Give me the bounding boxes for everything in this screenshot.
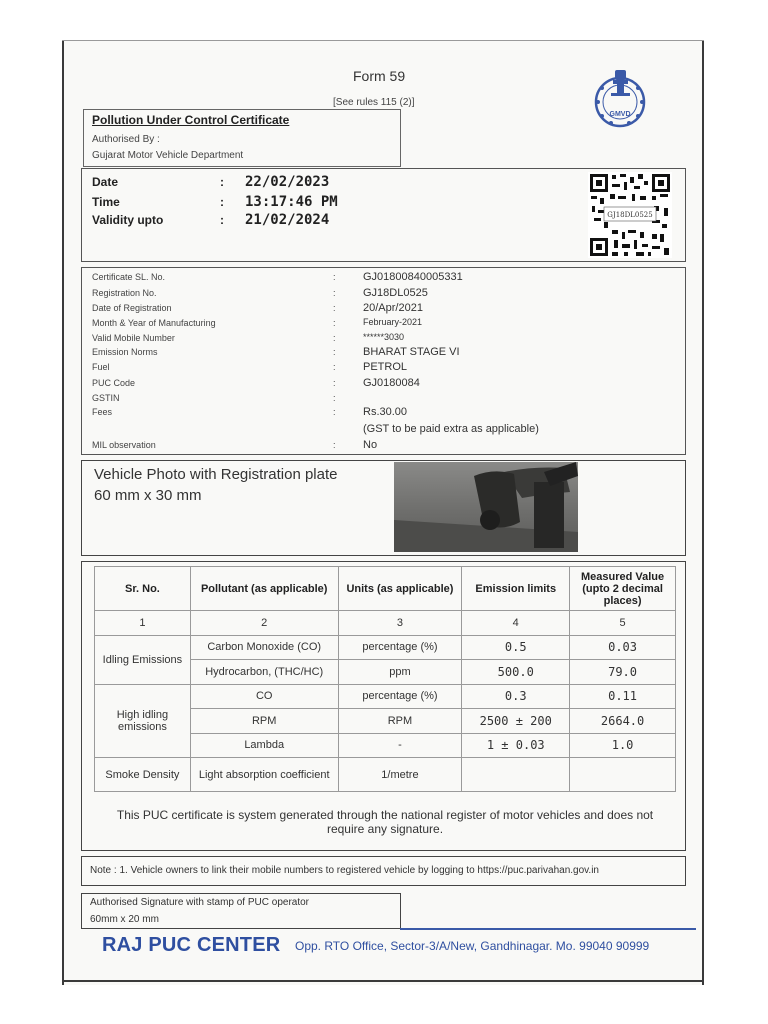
validity-value: 21/02/2024 xyxy=(245,212,330,228)
mobile-link-note: Note : 1. Vehicle owners to link their mobile numbers to registered vehicle by logging to https://puc.parivahan.gov.in xyxy=(90,865,599,876)
pollutant-name: Lambda xyxy=(190,733,338,758)
column-number: 3 xyxy=(338,611,462,636)
qr-code-icon xyxy=(588,172,672,258)
detail-colon: : xyxy=(333,288,336,298)
qr-label: GJ18DL0525 xyxy=(607,211,653,219)
vehicle-photo-image xyxy=(394,462,578,552)
detail-label: Emission Norms xyxy=(92,347,158,357)
detail-colon: : xyxy=(333,362,336,372)
signature-size: 60mm x 20 mm xyxy=(90,914,159,925)
detail-label: MIL observation xyxy=(92,440,156,450)
detail-value: 20/Apr/2021 xyxy=(363,302,423,314)
detail-value: PETROL xyxy=(363,361,408,373)
measured-value: 79.0 xyxy=(570,660,676,685)
validity-colon: : xyxy=(220,195,224,209)
detail-value: GJ01800840005331 xyxy=(363,271,463,283)
puc-center-address: Opp. RTO Office, Sector-3/A/New, Gandhinagar. Mo. 99040 90999 xyxy=(295,939,650,953)
pollutant-unit: ppm xyxy=(338,660,462,685)
detail-value: ******3030 xyxy=(363,332,405,342)
detail-label: Registration No. xyxy=(92,288,157,298)
emission-table xyxy=(94,566,676,792)
emission-limit: 1 ± 0.03 xyxy=(462,733,570,758)
detail-colon: : xyxy=(333,407,336,417)
detail-colon: : xyxy=(333,347,336,357)
emission-limit: 500.0 xyxy=(462,660,570,685)
detail-value: GJ18DL0525 xyxy=(363,287,428,299)
detail-label: Month & Year of Manufacturing xyxy=(92,318,216,328)
table-row xyxy=(95,758,676,792)
form-title: Form 59 xyxy=(353,68,406,84)
signature-label: Authorised Signature with stamp of PUC operator xyxy=(90,897,309,908)
detail-label: PUC Code xyxy=(92,378,136,388)
detail-colon: : xyxy=(333,318,336,328)
form-rules: [See rules 115 (2)] xyxy=(333,97,415,108)
pollutant-name: Carbon Monoxide (CO) xyxy=(190,635,338,660)
header-measured-value: Measured Value (upto 2 decimal places) xyxy=(570,567,676,611)
header-units: Units (as applicable) xyxy=(338,567,462,611)
detail-label: Fuel xyxy=(92,362,110,372)
header-sr-no: Sr. No. xyxy=(95,567,191,611)
detail-colon: : xyxy=(333,303,336,313)
detail-colon: : xyxy=(333,272,336,282)
pollutant-name: RPM xyxy=(190,709,338,734)
paper-top-edge xyxy=(62,40,704,41)
authority-department: Gujarat Motor Vehicle Department xyxy=(92,150,244,161)
detail-value: February-2021 xyxy=(363,317,423,327)
validity-label: Time xyxy=(92,195,120,209)
measured-value: 0.03 xyxy=(570,635,676,660)
emission-limit xyxy=(462,758,570,792)
pollutant-name: Light absorption coefficient xyxy=(190,758,338,792)
detail-label: Date of Registration xyxy=(92,303,172,313)
detail-label: Valid Mobile Number xyxy=(92,333,175,343)
pollutant-unit: - xyxy=(338,733,462,758)
detail-value: BHARAT STAGE VI xyxy=(363,346,460,358)
header-emission-limits: Emission limits xyxy=(462,567,570,611)
system-generated-disclaimer: This PUC certificate is system generated through the national register of motor vehicles and does not require any signature. xyxy=(116,808,654,836)
paper-bottom-edge xyxy=(62,980,704,982)
validity-value: 13:17:46 PM xyxy=(245,194,338,210)
detail-colon: : xyxy=(333,378,336,388)
detail-colon: : xyxy=(333,393,336,403)
gmvd-emblem-icon xyxy=(593,66,648,130)
column-number: 1 xyxy=(95,611,191,636)
detail-value: (GST to be paid extra as applicable) xyxy=(363,423,539,435)
detail-label: Certificate SL. No. xyxy=(92,272,166,282)
measured-value: 1.0 xyxy=(570,733,676,758)
detail-value: No xyxy=(363,439,378,451)
pollutant-unit: 1/metre xyxy=(338,758,462,792)
vehicle-photo-label xyxy=(94,464,337,506)
validity-colon: : xyxy=(220,213,224,227)
vehicle-photo-size: 60 mm x 30 mm xyxy=(94,487,202,504)
emission-limit: 2500 ± 200 xyxy=(462,709,570,734)
vehicle-photo-title: Vehicle Photo with Registration plate xyxy=(94,466,338,483)
validity-value: 22/02/2023 xyxy=(245,174,330,190)
column-number-row xyxy=(95,611,676,636)
emission-table-body xyxy=(95,611,676,792)
pollutant-unit: RPM xyxy=(338,709,462,734)
pollutant-unit: percentage (%) xyxy=(338,684,462,709)
pollutant-unit: percentage (%) xyxy=(338,635,462,660)
authorised-by-label: Authorised By : xyxy=(92,134,160,145)
puc-center-name: RAJ PUC CENTER xyxy=(102,934,281,956)
detail-label: Fees xyxy=(92,407,113,417)
detail-colon: : xyxy=(333,440,336,450)
pollutant-name: Hydrocarbon, (THC/HC) xyxy=(190,660,338,685)
validity-colon: : xyxy=(220,175,224,189)
stamp-underline xyxy=(400,928,696,930)
measured-value: 0.11 xyxy=(570,684,676,709)
column-number: 4 xyxy=(462,611,570,636)
emission-table-header xyxy=(95,567,676,611)
pollutant-name: CO xyxy=(190,684,338,709)
measured-value xyxy=(570,758,676,792)
detail-value: Rs.30.00 xyxy=(363,406,408,418)
certificate-title: Pollution Under Control Certificate xyxy=(92,113,290,127)
column-number: 2 xyxy=(190,611,338,636)
detail-colon: : xyxy=(333,333,336,343)
emblem-text: GMVD xyxy=(609,111,631,118)
table-row xyxy=(95,635,676,660)
emission-group-name: Idling Emissions xyxy=(95,635,191,684)
emission-group-name: High idling emissions xyxy=(95,684,191,758)
emission-group-name: Smoke Density xyxy=(95,758,191,792)
detail-value: GJ0180084 xyxy=(363,377,420,389)
detail-label: GSTIN xyxy=(92,393,120,403)
measured-value: 2664.0 xyxy=(570,709,676,734)
emission-limit: 0.5 xyxy=(462,635,570,660)
column-number: 5 xyxy=(570,611,676,636)
header-pollutant: Pollutant (as applicable) xyxy=(190,567,338,611)
validity-label: Date xyxy=(92,175,119,189)
validity-label: Validity upto xyxy=(92,213,164,227)
emission-limit: 0.3 xyxy=(462,684,570,709)
table-row xyxy=(95,684,676,709)
